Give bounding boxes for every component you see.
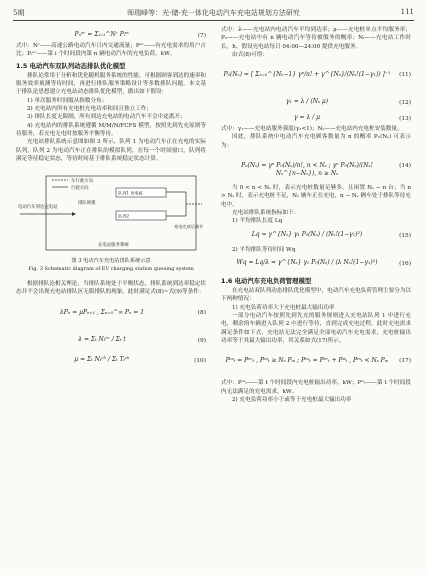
equation-16-body: Wq = Lq/λ = γ^{Nₛ} γ₁ P₀(Nₛ) / (λ Nₛ!(1−γ₁)²) [236,258,378,266]
equation-9-body: λ = Σₜ Nₜᵉᵛ / Σₜ t [78,335,126,343]
paragraph: 式中：λ——充电站内电动汽车平均到达率；μ——充电桩单点平均服务率；Pₙ——充电站中有 n 辆电动汽车等待被服务的概率；Nₜ——充电站工作时长，h。假设充电站每日 04:00—24:00 提供充电服务。 [221,27,411,50]
equation-15-number: (15) [399,232,411,239]
paragraph: 当 0 < n < Nₛ 时，表示充电桩数量足够多，且闲置 Nₛ − n 台；当 n > Nₛ 时，表示充电桩不足，Nₛ 辆车正在充电，n − Nₛ 辆车处于排队等待充电中。 [221,185,411,208]
equation-16-number: (16) [399,260,411,267]
issue-label: 5期 [13,9,25,17]
queue-2-label: 队列2 [118,213,130,219]
legend-label-2: 行驶方向 [71,186,89,192]
equation-10-body: μ = Σₜ Nₜᶜʰ / Σₜ Tₜᶜʰ [74,355,130,363]
paragraph: 一部分电动汽车按照先到先充的服务规则进入充电站队列 1 中进行充电，剩余的车辆进入队列 2 中进行等待，直到完成充电过程。此时充电需求满足条件如下式，充电站无法完全满足全部电动汽车充电需求，充电桩输出功率等于其最大输出功率，其关系如式(17)所示。 [221,313,411,344]
equation-11 [221,59,411,93]
equation-13 [221,109,411,125]
assumption-item: 2) 充电站内所有充电桩充电功率和同且独立工作； [27,106,152,113]
equation-7 [16,26,206,42]
paragraph: 由式(8)可得： [232,51,268,58]
equation-8 [16,297,206,331]
equation-8-body: λPₙ = μPₙ₊₁ , Σₙ₌₀^∞ Pₙ = 1 [59,308,145,316]
equation-12-body: γ₁ = λ / (Nₛ μ) [285,98,329,106]
paragraph: 排队论常用于分析和优化随机服务系统的性能，可根据顾客到达的速率和服务效率预测等待时间，再进行排队服务策略设计等多数排队问题。本文基于排队论思想建立充电站动态排队优化模型，做出如下假设： [16,72,207,96]
figure-caption-en: Fig. 3 Schematic diagram of EV charging station queuing system [28,265,194,272]
equation-11-body: P₀(Nₛ) = [ Σₙ₌₀^{Nₛ−1} γⁿ/n! + γ^{Nₛ}/(Nₛ!(1−γ₁)) ]⁻¹ [223,71,391,79]
equation-10-number: (10) [194,357,206,364]
assumption-item: 1) 单次服务时间服从指数分布； [27,97,108,104]
equation-7-number: (7) [197,33,206,39]
paragraph: 充电站排队系统示意图如图 3 所示，队列 1 为电动汽车正在充电的实际队列，队列 2 为电动汽车正在排队的模拟队列，在每一个时间窗口，队列将满足等待稳定状态，等待时间基于排队系统稳定状态计算。 [16,139,206,162]
page-header [13,6,414,21]
equation-12-number: (12) [399,100,411,107]
assumption-item: 4) 充电站内的排队系统遵循 M/M/N/FCFS 模型，按照先到先充原则等待服务，若充电无电时按服务平衡等待。 [16,122,206,137]
equation-17-body: Pᶜˢₜ = Pᵉᵛₜ , Pᶜˢₜ ≥ Nₛ Pₘ ; Pᶜˢₜ = Pᵉᵛₜ + Pʷₜ , Pᶜˢₜ < Nₛ Pₘ [225,357,389,365]
equation-7-body: Pₙᵉᵛ = Σᵢ₌₁^Nᶜ Pᵢᵉᵛ [74,31,130,38]
equation-15-body: Lq = γ^{Nₛ} γ₁ P₀(Nₛ) / (Nₛ!(1−γ₁)²) [251,230,363,238]
equation-14-body: Pₙ(Nₛ) = γⁿ P₀(Nₛ)/n!, n < Nₛ ; γⁿ P₀(Nₛ)/(Nₛ! Nₛ^{n−Nₛ}), n ≥ Nₛ [241,162,373,178]
figure-3 [16,166,206,278]
running-title: 师瑞峰等：光-储-充一体化电动汽车充电站规划方法研究 [127,9,300,17]
figure-caption-cn: 图 3 电动汽车充电站排队系统示意 [71,258,151,265]
left-column [16,26,206,371]
equation-17 [221,345,411,379]
queue-1-label: 队列1 充电桩 [118,190,143,196]
legend-label-1: 车行驶方向 [71,179,93,185]
equation-9-number: (9) [197,337,206,344]
case-item: 2) 充电负荷功率小于或等于充电桩最大输出功率 [232,396,352,403]
indicator-item: 1) 平均排队长度 Lq [232,218,283,225]
equation-9 [16,331,206,351]
right-column [221,26,411,404]
equation-11-number: (11) [399,72,411,79]
equation-12 [221,93,411,109]
indicator-item: 2) 平均排队等待时间 Wq [232,246,296,253]
equation-14 [221,150,411,184]
equation-15 [221,226,411,246]
page-number: 111 [400,8,414,16]
service-system-label: 充电站服务系统 [98,243,129,249]
case-item: 1) 充电负荷功率大于充电桩最大输出功率 [232,304,335,311]
equation-14-number: (14) [399,163,411,170]
paragraph: 充电站排队系统指标如下： [232,209,300,216]
equation-8-number: (8) [197,309,206,316]
paragraph: 式中：Pᶜˢₜ——第 t 个时间段内充电桩输出功率，kW；Pʷₜ——第 t 个时间段内无法满足的充电需求，kW。 [221,380,411,395]
paragraph: 式中：γ₁——充电站服务强度(γ₁<1)；Nₛ——充电站内充电桩安装数量。 [221,126,403,133]
equation-16 [221,254,411,274]
waiting-area-label: 排队规模 [78,201,96,207]
equation-13-number: (13) [399,116,411,123]
paragraph: 式中：Nᶜ——高速公路电动汽车日内交通流量；Pᵉᵛ——有充电需求的用户占比；Pᵢᵉᵛ——第 i 个时间段内第 n 辆电动汽车的充电负荷，kW。 [16,43,206,58]
equation-17-number: (17) [399,358,411,365]
equation-10 [16,351,206,371]
paragraph: 在充电站双队列动态排队优化模型中，电动汽车充电负荷管理主要分为以下两种情况： [221,288,412,303]
section-heading-1-6: 1.6 电动汽车充电负荷管理模型 [221,276,312,285]
departure-label: 充电完成后离开 [174,224,204,230]
section-heading-1-5: 1.5 电动汽车双队列动态排队优化模型 [16,61,126,70]
equation-13-body: γ = λ / μ [294,114,320,122]
assumption-item: 3) 排队长度无限制，所有到达充电站的电动汽车不会中途离开； [27,114,186,121]
paragraph: 根据排队论相关理论，当排队系统处于平衡状态，排队系统到达率稳定状态并不会出现充电站排队区无限排队的现象，此时满足式(8)~式(9)等条件： [16,281,207,296]
arrival-label: 电动汽车到达充电站 [18,205,58,211]
arrowhead [72,212,76,216]
queue-diagram [16,166,206,258]
paragraph: 因此，排队系统中电动汽车充电顾客数量为 n 的概率 Pₙ(Nₛ) 可表示为： [221,134,411,149]
